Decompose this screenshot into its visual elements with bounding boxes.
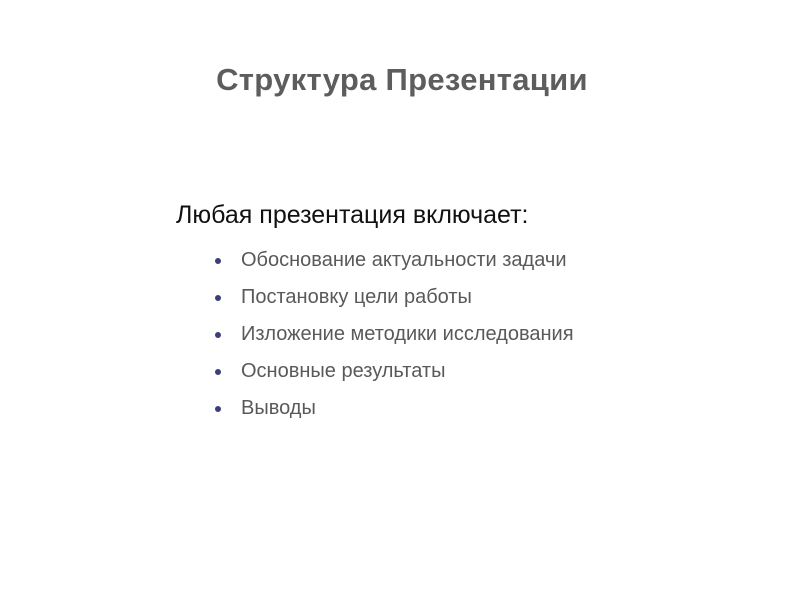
bullet-dot-icon [215,332,221,338]
bullet-dot-icon [215,369,221,375]
slide-content [176,196,756,427]
bullet-item [214,316,756,353]
bullet-list [176,242,756,427]
bullet-dot-icon [215,406,221,412]
slide-title: Структура Презентации [216,62,588,97]
bullet-item [214,353,756,390]
bullet-text: Выводы [241,397,316,419]
bullet-item [214,390,756,427]
bullet-dot-icon [215,295,221,301]
bullet-text: Постановку цели работы [241,286,472,308]
bullet-text: Изложение методики исследования [241,323,574,345]
bullet-item [214,279,756,316]
lead-text: Любая презентация включает: [176,201,529,229]
bullet-text: Основные результаты [241,360,446,382]
bullet-dot-icon [215,258,221,264]
bullet-text: Обоснование актуальности задачи [241,249,567,271]
bullet-item [214,242,756,279]
